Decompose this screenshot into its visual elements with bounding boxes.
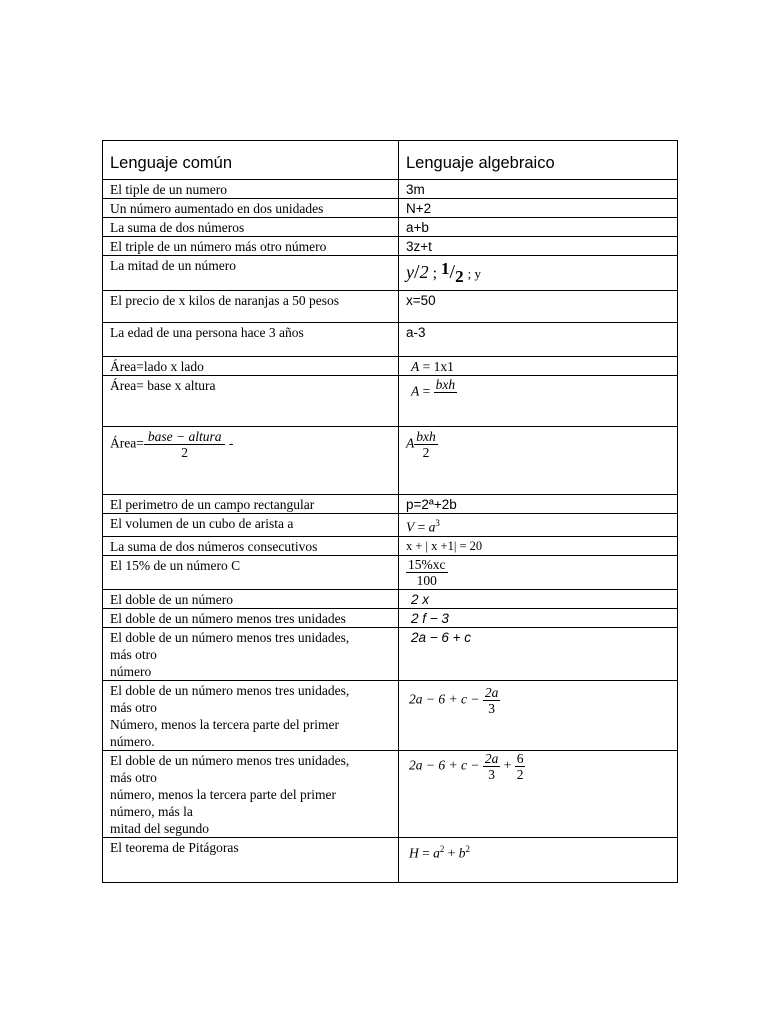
area-label: Área= bbox=[110, 435, 144, 451]
fraction bbox=[144, 429, 226, 460]
trailing-dash: - bbox=[228, 435, 234, 451]
expr-b: b bbox=[458, 845, 466, 860]
table-row bbox=[103, 323, 678, 357]
row-expression bbox=[399, 256, 678, 291]
table-row bbox=[103, 495, 678, 514]
expr-eq: = bbox=[422, 845, 430, 860]
table-row bbox=[103, 627, 678, 680]
table-row bbox=[103, 218, 678, 237]
row-text-line: más otro bbox=[110, 699, 157, 715]
row-text: El doble de un número menos tres unidades bbox=[103, 608, 399, 627]
table-row bbox=[103, 536, 678, 555]
expr-A: A bbox=[406, 435, 415, 451]
fraction-denominator: 100 bbox=[416, 572, 437, 588]
expr-value: 1x1 bbox=[433, 359, 454, 374]
expr-head: 2a − 6 + c − bbox=[409, 757, 480, 773]
fraction-numerator: 6 bbox=[516, 750, 524, 766]
fraction-denominator: 2 bbox=[516, 766, 524, 782]
table-row bbox=[103, 199, 678, 218]
fraction bbox=[483, 685, 501, 716]
table-row bbox=[103, 180, 678, 199]
row-text: El 15% de un número C bbox=[103, 555, 399, 589]
row-text: El triple de un número más otro número bbox=[103, 237, 399, 256]
row-text: El doble de un número bbox=[103, 589, 399, 608]
table-row bbox=[103, 837, 678, 882]
row-expression bbox=[399, 357, 678, 376]
row-expression bbox=[399, 750, 678, 837]
table-row bbox=[103, 555, 678, 589]
row-text bbox=[103, 427, 399, 495]
fraction-numerator: 2a bbox=[484, 750, 499, 766]
row-text-line: número, más la bbox=[110, 803, 193, 819]
translation-table bbox=[102, 140, 678, 883]
expr-eq: = bbox=[422, 383, 431, 399]
table-row bbox=[103, 376, 678, 427]
expr-head: 2a − 6 + c − bbox=[409, 691, 480, 707]
row-expression: 2a − 6 + c bbox=[399, 627, 678, 680]
row-text: El precio de x kilos de naranjas a 50 pesos bbox=[103, 291, 399, 323]
row-expression: N+2 bbox=[399, 199, 678, 218]
row-text-line: El doble de un número menos tres unidades, bbox=[110, 752, 350, 768]
expr-exponent: 3 bbox=[435, 518, 440, 528]
fraction-numerator: bxh bbox=[416, 429, 436, 444]
expr-exponent: 2 bbox=[465, 843, 470, 854]
fraction-numerator: 2a bbox=[484, 684, 499, 700]
expr-one: 1 bbox=[441, 259, 450, 278]
fraction-numerator: base − altura bbox=[144, 429, 226, 445]
row-text bbox=[103, 627, 399, 680]
fraction-denominator: 3 bbox=[488, 766, 495, 782]
table-row bbox=[103, 427, 678, 495]
row-expression bbox=[399, 514, 678, 537]
row-expression: p=2ª+2b bbox=[399, 495, 678, 514]
header-lenguaje-algebraico: Lenguaje algebraico bbox=[399, 141, 678, 180]
fraction bbox=[434, 377, 458, 408]
row-expression bbox=[399, 837, 678, 882]
table-row bbox=[103, 514, 678, 537]
row-text: El teorema de Pitágoras bbox=[103, 837, 399, 882]
header-lenguaje-comun: Lenguaje común bbox=[103, 141, 399, 180]
row-text: El volumen de un cubo de arista a bbox=[103, 514, 399, 537]
expr-a: a bbox=[433, 845, 440, 860]
expr-H: H bbox=[409, 845, 419, 860]
table-row bbox=[103, 589, 678, 608]
row-text-line: más otro bbox=[110, 646, 157, 662]
expr-V: V bbox=[406, 519, 415, 535]
row-expression: a+b bbox=[399, 218, 678, 237]
row-text: Área=lado x lado bbox=[103, 357, 399, 376]
row-expression: 3z+t bbox=[399, 237, 678, 256]
fraction bbox=[414, 429, 438, 460]
row-text-line: número. bbox=[110, 733, 155, 749]
row-text-line: número, menos la tercera parte del primer bbox=[110, 786, 337, 802]
row-text-line: número bbox=[110, 663, 152, 679]
table-row bbox=[103, 256, 678, 291]
fraction-numerator: bxh bbox=[435, 377, 456, 392]
table-header-row bbox=[103, 141, 678, 180]
row-text-line: mitad del segundo bbox=[110, 820, 209, 836]
table-row bbox=[103, 357, 678, 376]
row-text: La mitad de un número bbox=[103, 256, 399, 291]
row-text: La edad de una persona hace 3 años bbox=[103, 323, 399, 357]
expr-2: 2 bbox=[419, 262, 429, 282]
row-text: Área= base x altura bbox=[103, 376, 399, 427]
row-expression bbox=[399, 680, 678, 750]
row-text: El tiple de un numero bbox=[103, 180, 399, 199]
fraction bbox=[483, 751, 501, 782]
row-text: La suma de dos números consecutivos bbox=[103, 536, 399, 555]
expr-plus: + bbox=[503, 757, 512, 773]
expr-plus: + bbox=[447, 845, 456, 860]
table-row bbox=[103, 750, 678, 837]
expr-semicolon: ; bbox=[432, 265, 438, 282]
row-text-line: El doble de un número menos tres unidades, bbox=[110, 682, 350, 698]
expr-A: A bbox=[411, 383, 420, 399]
slash-glyph: / bbox=[414, 261, 420, 283]
row-expression: x + | x +1| = 20 bbox=[399, 536, 678, 555]
row-expression bbox=[399, 555, 678, 589]
expr-y-tail: ; y bbox=[467, 266, 481, 281]
table-row bbox=[103, 237, 678, 256]
fraction-denominator: 2 bbox=[422, 445, 430, 460]
row-text: La suma de dos números bbox=[103, 218, 399, 237]
fraction bbox=[406, 557, 448, 588]
row-expression: x=50 bbox=[399, 291, 678, 323]
expr-eq: = bbox=[417, 519, 426, 535]
fraction bbox=[515, 751, 526, 782]
row-text-line: más otro bbox=[110, 769, 157, 785]
expr-two: 2 bbox=[455, 267, 464, 286]
expr-A: A bbox=[411, 359, 420, 374]
table-row bbox=[103, 291, 678, 323]
row-text: Un número aumentado en dos unidades bbox=[103, 199, 399, 218]
row-text-line: Número, menos la tercera parte del primer bbox=[110, 716, 340, 732]
row-expression: 2 f − 3 bbox=[399, 608, 678, 627]
fraction-denominator: 2 bbox=[181, 445, 189, 460]
table-row bbox=[103, 608, 678, 627]
expr-eq: = bbox=[422, 359, 431, 374]
row-expression bbox=[399, 376, 678, 427]
row-text-line: El doble de un número menos tres unidades, bbox=[110, 629, 350, 645]
fraction-denominator: 3 bbox=[488, 700, 495, 716]
fraction-numerator: 15%xc bbox=[408, 556, 446, 572]
row-expression bbox=[399, 427, 678, 495]
fraction-denominator bbox=[434, 393, 458, 408]
expr-y: y bbox=[406, 262, 414, 282]
row-text bbox=[103, 750, 399, 837]
expr-a: a bbox=[428, 519, 436, 535]
expr-exponent: 2 bbox=[439, 843, 445, 854]
row-text bbox=[103, 680, 399, 750]
row-expression: 3m bbox=[399, 180, 678, 199]
row-text: El perimetro de un campo rectangular bbox=[103, 495, 399, 514]
row-expression: a-3 bbox=[399, 323, 678, 357]
slash-glyph: / bbox=[449, 261, 456, 283]
table-row bbox=[103, 680, 678, 750]
row-expression: 2 x bbox=[399, 589, 678, 608]
